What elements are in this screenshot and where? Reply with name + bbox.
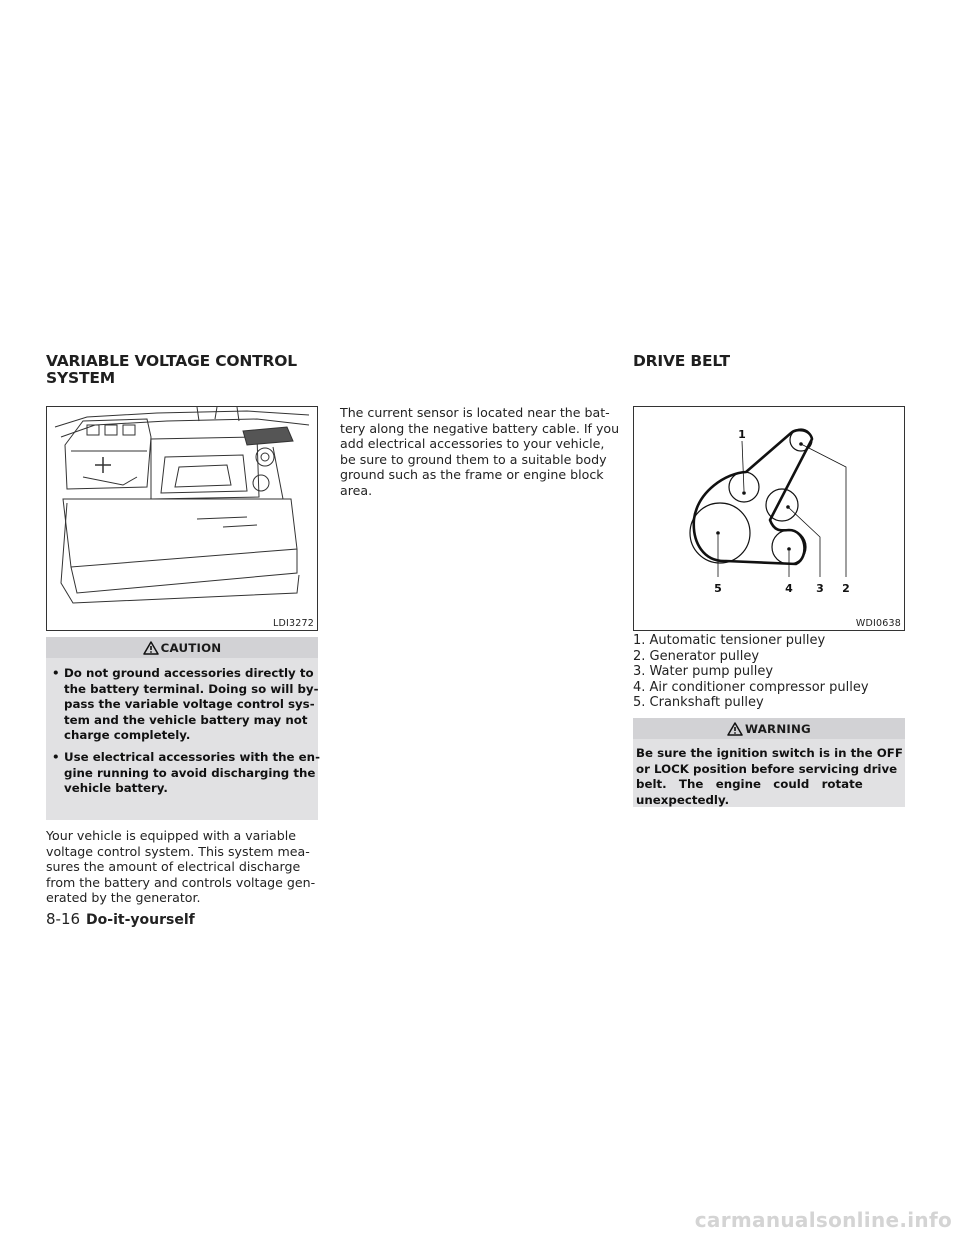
figure-code: WDI0638: [855, 618, 901, 629]
pulley-label: 2: [842, 582, 850, 595]
current-sensor-paragraph: The current sensor is located near the bat- tery along the negative battery cable. If you add electrical accessories to your vehicle, be sure to ground them to a suitable body ground such as the frame or engine block area.: [340, 405, 620, 498]
battery-figure: [46, 406, 318, 631]
pulley-label: 4: [785, 582, 793, 595]
section-title-drive-belt: DRIVE BELT: [633, 352, 730, 370]
drive-belt-diagram: [634, 407, 904, 617]
legend-item: 5. Crankshaft pulley: [633, 695, 764, 711]
section-title-variable-voltage: VARIABLE VOLTAGE CONTROL SYSTEM: [46, 352, 297, 387]
page-footer: [46, 910, 195, 928]
voltage-control-paragraph: Your vehicle is equipped with a variable voltage control system. This system mea- sures the amount of electrical discharge from the battery and controls voltage gen- erated by the generator.: [46, 828, 316, 906]
warning-title: WARNING: [745, 721, 811, 736]
warning-text: Be sure the ignition switch is in the OFF or LOCK position before servicing drive belt. The engine could rotate unexpectedly.: [636, 746, 903, 807]
legend-item: 2. Generator pulley: [633, 648, 760, 664]
warning-triangle-icon: [143, 641, 159, 655]
caution-title: CAUTION: [160, 640, 222, 655]
watermark: carmanualsonline.info: [694, 1208, 952, 1232]
pulley-label: 3: [816, 582, 824, 595]
warning-box: [633, 718, 905, 807]
pulley-legend: [633, 633, 869, 711]
pulley-label: 5: [714, 582, 722, 595]
warning-triangle-icon: [727, 722, 743, 736]
warning-header: [633, 718, 905, 739]
battery-illustration: [47, 407, 317, 617]
legend-item: 3. Water pump pulley: [633, 664, 774, 680]
figure-code: LDI3272: [273, 618, 314, 629]
legend-item: 4. Air conditioner compressor pulley: [633, 679, 869, 695]
caution-bullet: • Do not ground accessories directly to the battery terminal. Doing so will by- pass the variable voltage control sys- tem and the vehicle battery may not charge completely.: [52, 666, 319, 743]
legend-item: 1. Automatic tensioner pulley: [633, 633, 826, 648]
chapter-title: Do-it-yourself: [86, 912, 195, 928]
pulley-label: 1: [738, 428, 746, 441]
caution-box: [46, 637, 318, 820]
caution-bullet: • Use electrical accessories with the en- gine running to avoid discharging the vehicle battery.: [52, 749, 320, 796]
page-number: 8-16: [46, 910, 81, 928]
drive-belt-figure: [633, 406, 905, 631]
caution-header: [46, 637, 318, 658]
